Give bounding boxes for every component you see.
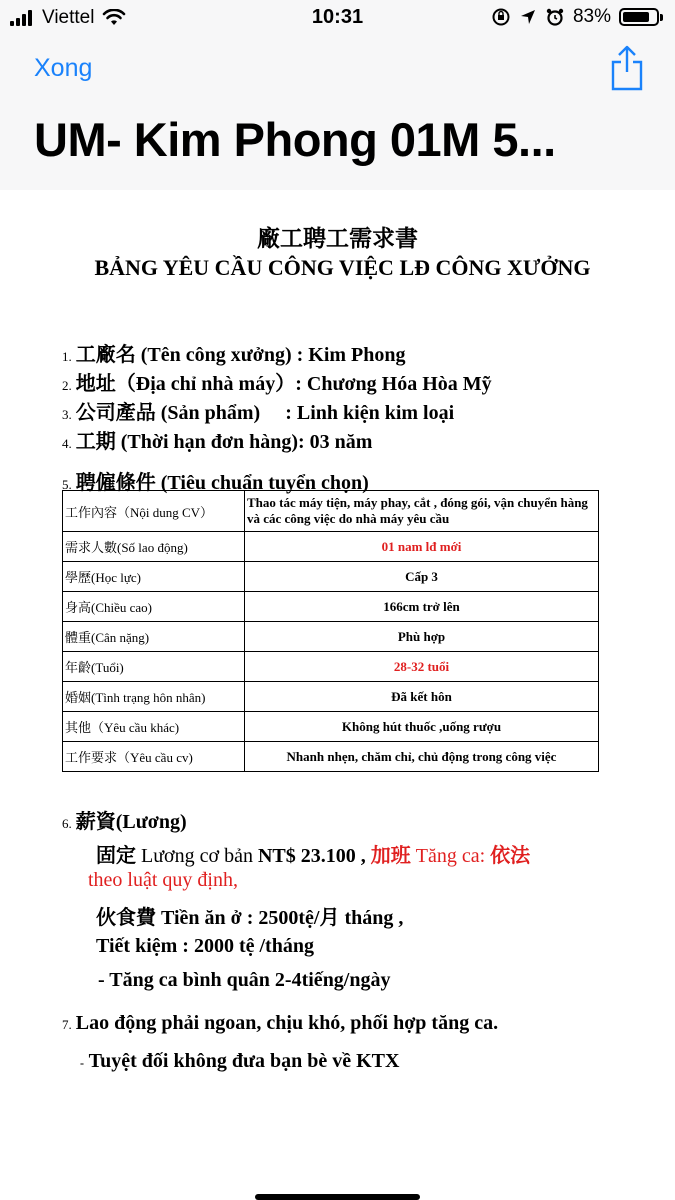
table-row [63,652,599,682]
row-label: 工作內容（Nội dung CV） [63,491,245,532]
location-icon [519,8,537,26]
done-button[interactable]: Xong [34,54,93,82]
table-row [63,532,599,562]
document-page [0,190,675,1200]
item-term [62,425,372,454]
item-product [62,396,454,425]
item-text: 工廠名 (Tên công xưởng) : Kim Phong [75,344,406,366]
row-value: 01 nam lđ mới [245,532,599,562]
item-text: 聘僱條件 (Tiêu chuẩn tuyển chọn) [75,472,369,494]
salary-line-food: 伙食費 Tiền ăn ở : 2500tệ/月 tháng , [96,907,404,929]
item-text: 公司產品 (Sản phẩm) : Linh kiện kim loại [75,402,455,424]
document-title: UM- Kim Phong 01M 5... [34,113,556,166]
overtime-cn: 加班 [370,845,411,867]
salary-heading: 薪資(Lương) [75,811,187,833]
row-value: Đã kết hôn [245,682,599,712]
salary-line-overtime: - Tăng ca bình quân 2-4tiếng/ngày [98,969,391,991]
item-address [62,367,492,396]
status-right [483,6,663,28]
battery-icon [619,8,659,26]
requirements-table [62,490,599,772]
row-value: Nhanh nhẹn, chăm chỉ, chủ động trong công việc [245,742,599,772]
row-label: 學歷(Học lực) [63,562,245,592]
row-label: 年齡(Tuổi) [63,652,245,682]
item-salary [62,805,187,834]
item-behavior [62,1012,498,1035]
row-label: 身高(Chiều cao) [63,592,245,622]
salary-line-savings: Tiết kiệm : 2000 tệ /tháng [96,935,314,957]
top-bar [0,0,675,190]
table-row [63,491,599,532]
item-number: 1. [62,349,72,364]
table-row [63,742,599,772]
row-value: Không hút thuốc ,uống rượu [245,712,599,742]
alarm-icon [545,7,565,27]
table-row [63,712,599,742]
item-no-visitors [80,1050,399,1073]
status-bar [0,0,675,36]
row-value: 28-32 tuổi [245,652,599,682]
item-number: 5. [62,477,72,492]
item-number: 4. [62,436,72,451]
item-text: 工期 (Thời hạn đơn hàng): 03 năm [75,431,373,453]
heading-chinese: 廠工聘工需求書 [257,226,418,251]
item-number: 7. [62,1017,72,1032]
table-row [63,562,599,592]
row-value: Cấp 3 [245,562,599,592]
item-text: Tuyệt đối không đưa bạn bè về KTX [88,1050,400,1072]
item-number: 3. [62,407,72,422]
salary-line-law: theo luật quy định, [88,869,238,891]
heading-vietnamese: BẢNG YÊU CẦU CÔNG VIỆC LĐ CÔNG XƯỞNG [94,255,591,280]
clock: 10:31 [311,6,364,28]
table-row [63,592,599,622]
row-value: Thao tác máy tiện, máy phay, cắt , đóng gói, vận chuyển hàng và các công việc do nhà máy yêu cầu [245,491,599,532]
overtime-label: Tăng ca: [410,845,491,867]
carrier-label: Viettel [42,7,95,28]
home-indicator[interactable] [255,1194,420,1200]
battery-tip [660,14,663,21]
dash: - [80,1056,84,1070]
row-label: 需求人數(Số lao động) [63,532,245,562]
item-number: 6. [62,816,72,831]
row-value: Phù hợp [245,622,599,652]
salary-fixed-cn: 固定 [96,845,136,867]
row-label: 體重(Cân nặng) [63,622,245,652]
by-law-cn: 依法 [490,845,531,867]
salary-base-amount: NT$ 23.100 , [257,845,371,867]
battery-percent: 83% [572,6,611,27]
item-factory-name [62,338,406,367]
share-icon[interactable] [610,44,644,92]
orientation-lock-icon [491,7,511,27]
row-value: 166cm trở lên [245,592,599,622]
item-text: 地址（Địa chỉ nhà máy）: Chương Hóa Hòa Mỹ [75,373,492,395]
table-row [63,622,599,652]
row-label: 婚姻(Tình trạng hôn nhân) [63,682,245,712]
salary-base-label: Lương cơ bản [136,845,258,867]
row-label: 其他（Yêu cầu khác) [63,712,245,742]
item-number: 2. [62,378,72,393]
salary-line-base [96,839,530,868]
table-row [63,682,599,712]
item-text: Lao động phải ngoan, chịu khó, phối hợp tăng ca. [75,1012,499,1034]
row-label: 工作要求（Yêu cầu cv) [63,742,245,772]
